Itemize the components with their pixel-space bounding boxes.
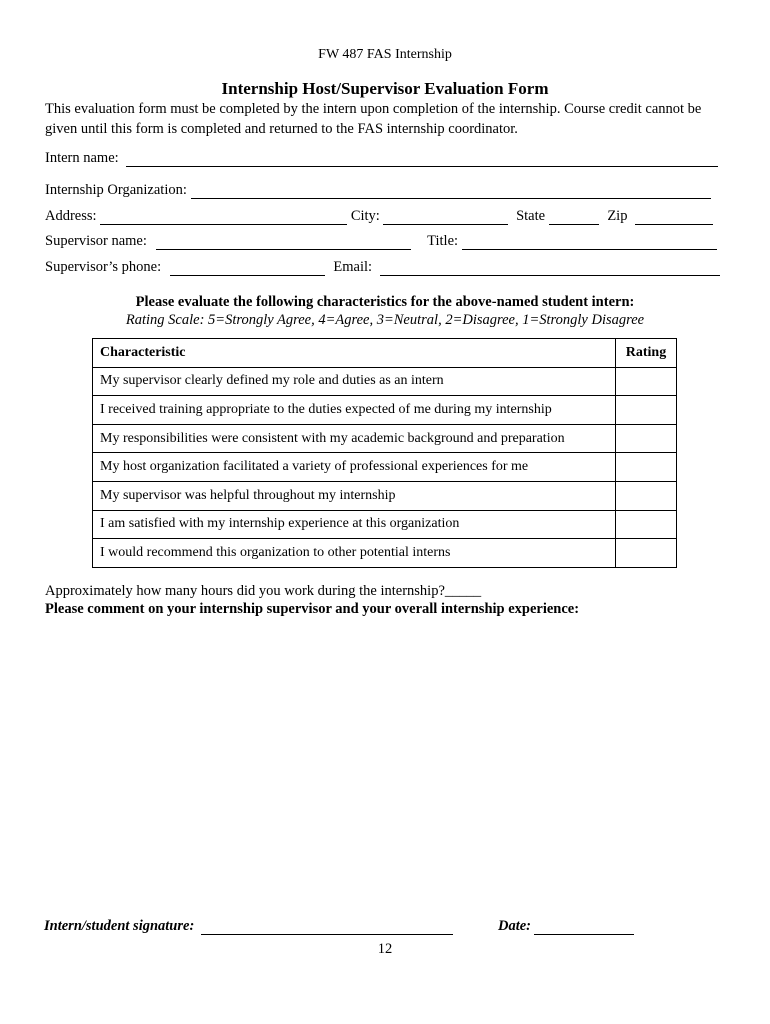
rating-scale: Rating Scale: 5=Strongly Agree, 4=Agree, 3=Neutral, 2=Disagree, 1=Strongly Disagree [125, 312, 645, 328]
rating-cell[interactable] [616, 453, 677, 482]
table-row [93, 539, 677, 568]
characteristic-cell: I would recommend this organization to other potential interns [93, 539, 616, 568]
table-row [93, 424, 677, 453]
table-row [93, 510, 677, 539]
date-field[interactable] [534, 918, 634, 935]
title-field[interactable] [462, 234, 717, 250]
rating-cell[interactable] [616, 510, 677, 539]
characteristic-cell: I received training appropriate to the duties expected of me during my internship [93, 396, 616, 425]
zip-label: Zip [607, 208, 628, 224]
characteristic-cell: I am satisfied with my internship experience at this organization [93, 510, 616, 539]
form-title: Internship Host/Supervisor Evaluation Form [221, 79, 549, 98]
city-label: City: [350, 208, 380, 224]
page-number: 12 [377, 941, 393, 957]
characteristic-cell: My supervisor was helpful throughout my internship [93, 481, 616, 510]
address-field[interactable] [100, 209, 347, 225]
form-instructions: This evaluation form must be completed by the intern upon completion of the internship. Course credit cannot be given until this form is completed and returned to the FAS internship coordinator. [45, 101, 702, 137]
address-row [45, 208, 717, 228]
supervisor-name-field[interactable] [156, 234, 411, 250]
signature-label: Intern/student signature: [44, 918, 195, 934]
state-field[interactable] [549, 209, 599, 225]
rating-cell[interactable] [616, 367, 677, 396]
characteristic-column-header: Characteristic [93, 339, 616, 368]
signature-field[interactable] [201, 918, 453, 935]
rating-column-header: Rating [616, 339, 677, 368]
email-field[interactable] [380, 260, 720, 276]
table-row [93, 453, 677, 482]
characteristic-cell: My host organization facilitated a variety of professional experiences for me [93, 453, 616, 482]
table-row [93, 396, 677, 425]
city-field[interactable] [383, 209, 508, 225]
course-header: FW 487 FAS Internship [318, 47, 452, 62]
evaluation-heading: Please evaluate the following characteristics for the above-named student intern: [135, 294, 635, 310]
state-label: State [516, 208, 546, 224]
supervisor-row [45, 233, 717, 253]
zip-field[interactable] [635, 209, 713, 225]
evaluation-table [92, 338, 677, 568]
supervisor-name-label: Supervisor name: [45, 233, 147, 249]
intern-name-label: Intern name: [45, 150, 119, 166]
rating-cell[interactable] [616, 396, 677, 425]
intern-name-field[interactable] [126, 151, 718, 167]
comment-prompt: Please comment on your internship supervisor and your overall internship experience: [45, 601, 580, 617]
supervisor-phone-field[interactable] [170, 260, 325, 276]
rating-cell[interactable] [616, 481, 677, 510]
table-row [93, 367, 677, 396]
contact-row [45, 259, 717, 279]
date-label: Date: [498, 918, 532, 934]
supervisor-phone-label: Supervisor’s phone: [45, 259, 162, 275]
title-label: Title: [427, 233, 459, 249]
characteristic-cell: My supervisor clearly defined my role and duties as an intern [93, 367, 616, 396]
address-label: Address: [45, 208, 97, 224]
table-row [93, 481, 677, 510]
characteristic-cell: My responsibilities were consistent with my academic background and preparation [93, 424, 616, 453]
organization-field[interactable] [191, 183, 711, 199]
intern-name-row [45, 150, 717, 170]
organization-row [45, 182, 717, 202]
organization-label: Internship Organization: [45, 182, 187, 198]
hours-question: Approximately how many hours did you work during the internship?_____ [45, 583, 482, 599]
email-label: Email: [333, 259, 373, 275]
table-header-row [93, 339, 677, 368]
rating-cell[interactable] [616, 539, 677, 568]
rating-cell[interactable] [616, 424, 677, 453]
